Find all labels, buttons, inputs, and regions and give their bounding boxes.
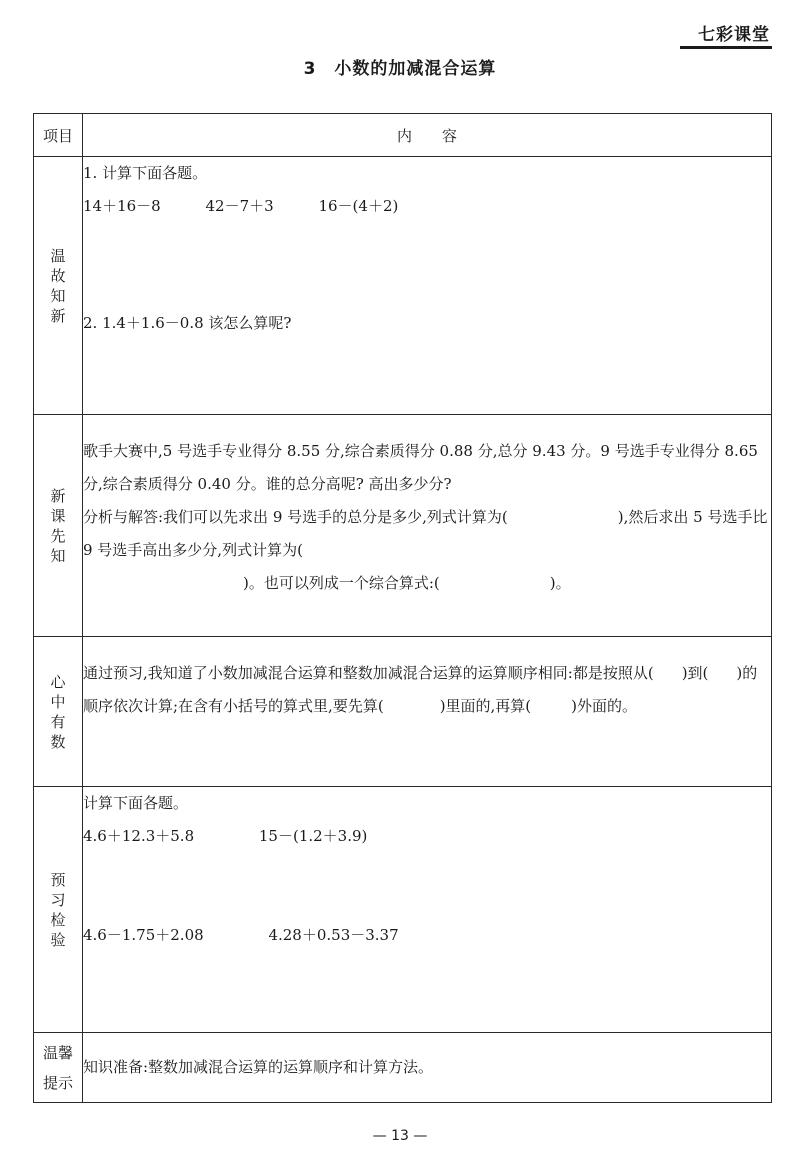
- practice-expr-4: 4.28＋0.53－3.37: [268, 926, 399, 944]
- practice-expressions-a: [83, 820, 771, 853]
- section-tip-label-bottom: 提示: [42, 1073, 73, 1092]
- section-review-label: 温故知新: [50, 246, 66, 325]
- practice-expr-3: 4.6－1.75＋2.08: [83, 926, 204, 944]
- section-tip-label-top: 温馨: [42, 1043, 73, 1062]
- section-tip-content: 知识准备:整数加减混合运算的运算顺序和计算方法。: [83, 1033, 772, 1103]
- section-practice: [34, 787, 772, 1033]
- practice-intro: 计算下面各题。: [83, 794, 189, 812]
- brand-logo: 七彩课堂: [698, 25, 770, 45]
- review-expr-2: 42－7＋3: [205, 197, 274, 215]
- review-expr-3: 16－(4＋2): [318, 197, 399, 215]
- brand-underline: [680, 46, 772, 49]
- preview-problem: 歌手大赛中,5 号选手专业得分 8.55 分,综合素质得分 0.88 分,总分 9.43 分。9 号选手专业得分 8.65 分,综合素质得分 0.40 分。谁的总分高呢? 高出多少分?: [83, 442, 758, 493]
- section-summary-label: 心中有数: [50, 672, 66, 751]
- preview-analysis: 分析与解答:我们可以先求出 9 号选手的总分是多少,列式计算为( ),然后求出 5 号选手比 9 号选手高出多少分,列式计算为( )。也可以列成一个综合算式:( )。: [83, 508, 768, 592]
- section-practice-content: [83, 787, 772, 1033]
- table-header-row: [34, 114, 772, 157]
- header-item: 项目: [34, 114, 83, 157]
- page-number: — 13 —: [372, 1128, 428, 1144]
- section-practice-label: 预习检验: [50, 870, 66, 949]
- section-preview-content: [83, 415, 772, 637]
- review-expr-1: 14＋16－8: [83, 197, 161, 215]
- section-preview: [34, 415, 772, 637]
- section-summary-content: 通过预习,我知道了小数加减混合运算和整数加减混合运算的运算顺序相同:都是按照从( )到( )的顺序依次计算;在含有小括号的算式里,要先算( )里面的,再算( )外面的。: [83, 637, 772, 787]
- practice-expressions-b: [83, 919, 771, 952]
- practice-expr-2: 15－(1.2＋3.9): [258, 827, 368, 845]
- section-review-content: [83, 157, 772, 415]
- section-summary: [34, 637, 772, 787]
- worksheet-table: [33, 113, 772, 1103]
- review-question-2: 2. 1.4＋1.6－0.8 该怎么算呢?: [83, 314, 292, 332]
- practice-expr-1: 4.6＋12.3＋5.8: [83, 827, 195, 845]
- section-tip: [34, 1033, 772, 1103]
- section-preview-label: 新课先知: [50, 486, 66, 565]
- section-review: [34, 157, 772, 415]
- review-question-1: 1. 计算下面各题。: [83, 164, 208, 182]
- review-expressions: [83, 190, 771, 223]
- header-content: 内 容: [83, 114, 772, 157]
- page-title: 3 小数的加减混合运算: [303, 59, 497, 79]
